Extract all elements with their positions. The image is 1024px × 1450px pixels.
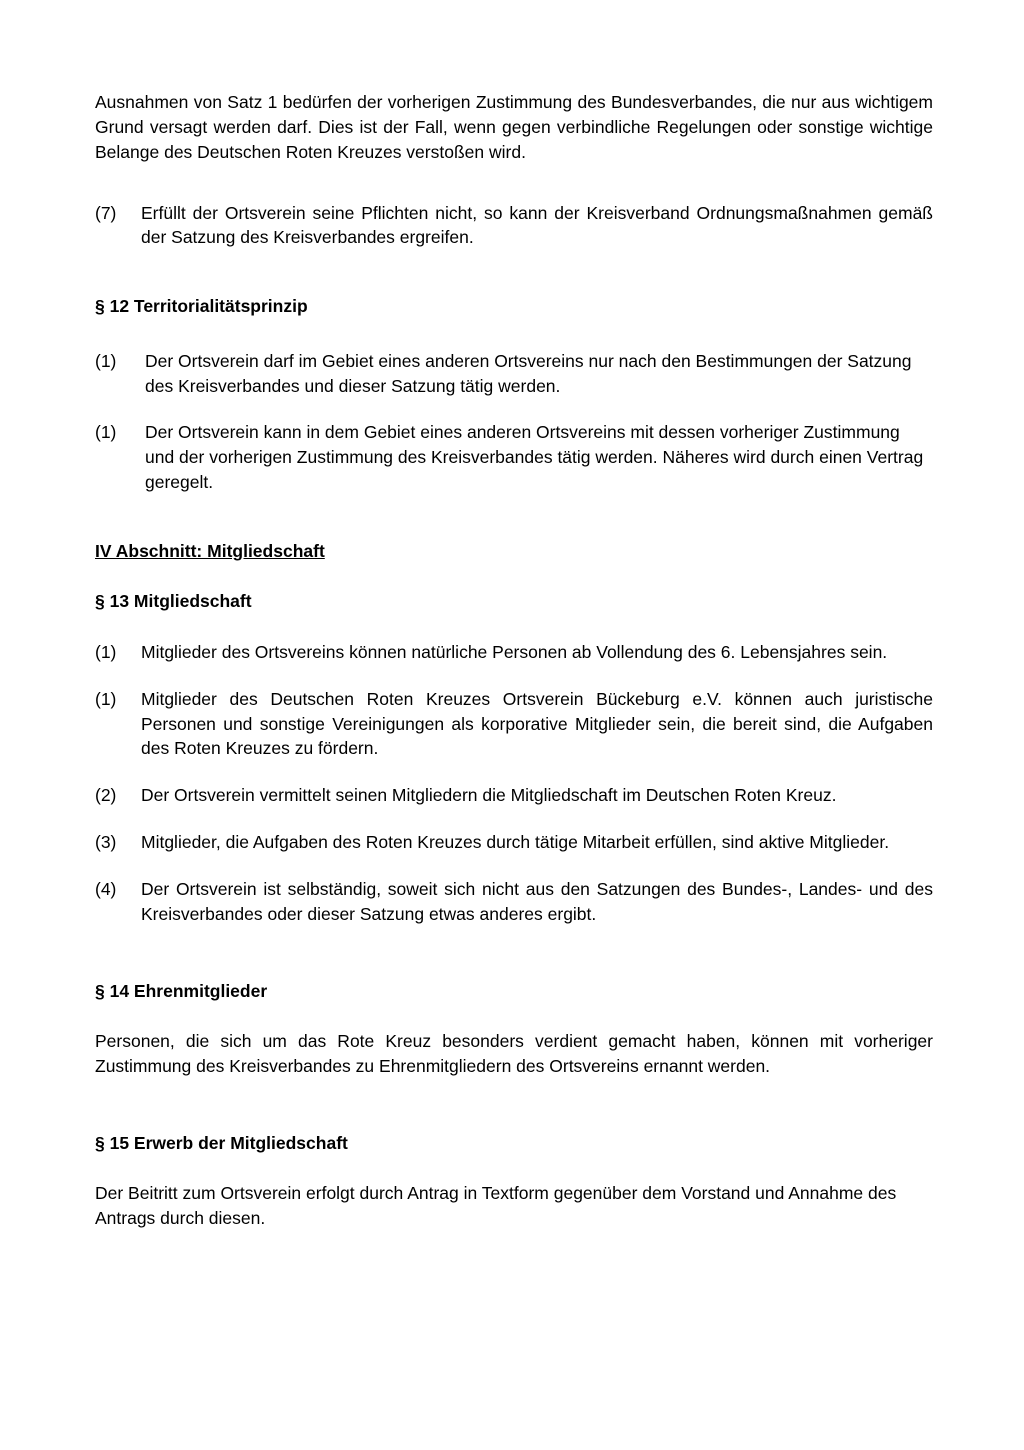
paragraph-text: Mitglieder, die Aufgaben des Roten Kreuzes durch tätige Mitarbeit erfüllen, sind aktive Mitglieder. bbox=[141, 832, 890, 853]
paragraph-text: Mitglieder des Deutschen Roten Kreuzes Ortsverein Bückeburg e.V. können auch juristische Personen und sonstige Vereinigungen als korporative Mitglieder sein, die bereit sind, die Aufgaben des Roten Kreuzes zu fördern. bbox=[141, 688, 933, 759]
heading-section-12: § 12 Territorialitätsprinzip bbox=[95, 296, 308, 317]
paragraph-text: Mitglieder des Ortsvereins können natürliche Personen ab Vollendung des 6. Lebensjahres sein. bbox=[141, 641, 888, 662]
paragraph-13-4 bbox=[95, 830, 933, 855]
paragraph-14-body: Personen, die sich um das Rote Kreuz besonders verdient gemacht haben, können mit vorheriger Zustimmung des Kreisverbandes zu Ehrenmitgliedern des Ortsvereins ernannt werden. bbox=[95, 1031, 933, 1077]
paragraph-marker: (1) bbox=[95, 641, 117, 662]
paragraph-12-1 bbox=[95, 349, 933, 399]
paragraph-text: Erfüllt der Ortsverein seine Pflichten nicht, so kann der Kreisverband Ordnungsmaßnahmen gemäß der Satzung des Kreisverbandes ergreifen. bbox=[141, 202, 933, 248]
paragraph-7 bbox=[95, 201, 933, 251]
heading-section-15: § 15 Erwerb der Mitgliedschaft bbox=[95, 1132, 348, 1153]
heading-section-iv: IV Abschnitt: Mitgliedschaft bbox=[95, 540, 325, 561]
paragraph-13-5 bbox=[95, 877, 933, 927]
paragraph-intro: Ausnahmen von Satz 1 bedürfen der vorherigen Zustimmung des Bundesverbandes, die nur aus wichtigem Grund versagt werden darf. Dies ist der Fall, wenn gegen verbindliche Regelungen oder sonstige wichtige Belange des Deutschen Roten Kreuzes verstoßen wird. bbox=[95, 92, 933, 162]
paragraph-marker: (3) bbox=[95, 832, 117, 853]
paragraph-text: Der Ortsverein vermittelt seinen Mitgliedern die Mitgliedschaft im Deutschen Roten Kreuz. bbox=[141, 785, 837, 806]
paragraph-13-3 bbox=[95, 783, 933, 808]
paragraph-12-2 bbox=[95, 420, 933, 495]
paragraph-marker: (1) bbox=[95, 688, 117, 709]
paragraph-13-2 bbox=[95, 687, 933, 762]
paragraph-marker: (2) bbox=[95, 785, 117, 806]
paragraph-13-1 bbox=[95, 640, 933, 665]
paragraph-text: Der Ortsverein darf im Gebiet eines anderen Ortsvereins nur nach den Bestimmungen der Satzung des Kreisverbandes und dieser Satzung tätig werden. bbox=[145, 350, 912, 396]
paragraph-15-body: Der Beitritt zum Ortsverein erfolgt durch Antrag in Textform gegenüber dem Vorstand und Annahme des Antrags durch diesen. bbox=[95, 1183, 897, 1229]
paragraph-marker: (1) bbox=[95, 350, 117, 371]
paragraph-marker: (1) bbox=[95, 422, 117, 443]
heading-section-13: § 13 Mitgliedschaft bbox=[95, 591, 252, 612]
paragraph-marker: (7) bbox=[95, 202, 117, 223]
heading-section-14: § 14 Ehrenmitglieder bbox=[95, 980, 268, 1001]
paragraph-text: Der Ortsverein ist selbständig, soweit sich nicht aus den Satzungen des Bundes-, Landes- und des Kreisverbandes oder dieser Satzung etwas anderes ergibt. bbox=[141, 879, 933, 924]
paragraph-text: Der Ortsverein kann in dem Gebiet eines anderen Ortsvereins mit dessen vorheriger Zustimmung und der vorherigen Zustimmung des Kreisverbandes tätig werden. Näheres wird durch einen Vertrag geregelt. bbox=[145, 422, 924, 493]
paragraph-marker: (4) bbox=[95, 879, 117, 899]
document-body bbox=[95, 90, 933, 1231]
